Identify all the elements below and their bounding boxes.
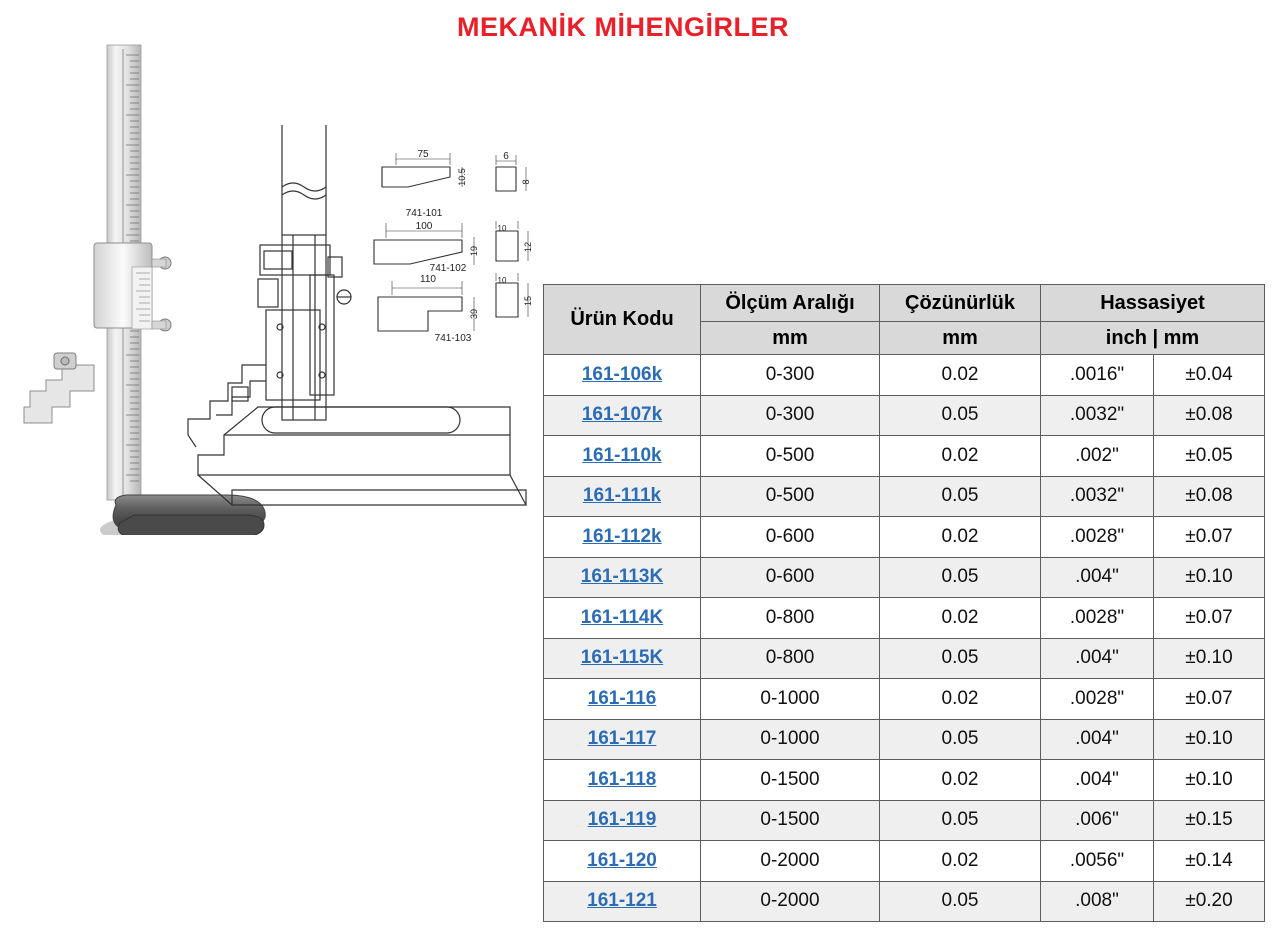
header-accuracy-unit: inch | mm [1041, 322, 1265, 355]
gauge-photo [24, 45, 265, 535]
table-row [544, 476, 1265, 517]
table-row [544, 436, 1265, 477]
accuracy-inch-value: .0028" [1041, 679, 1154, 720]
accuracy-inch-value: .0028" [1041, 517, 1154, 558]
product-code-link[interactable]: 161-115K [544, 638, 701, 679]
accuracy-inch-value: .002" [1041, 436, 1154, 477]
table-row [544, 679, 1265, 720]
table-row [544, 517, 1265, 558]
product-code-link[interactable]: 161-116 [544, 679, 701, 720]
accuracy-mm-value: ±0.08 [1154, 476, 1265, 517]
resolution-value: 0.02 [880, 517, 1041, 558]
measuring-range-value: 0-600 [701, 557, 880, 598]
table-row [544, 841, 1265, 882]
svg-text:8: 8 [521, 179, 531, 185]
table-row [544, 557, 1265, 598]
measuring-range-value: 0-500 [701, 436, 880, 477]
accuracy-mm-value: ±0.07 [1154, 598, 1265, 639]
product-code-link[interactable]: 161-113K [544, 557, 701, 598]
resolution-value: 0.05 [880, 881, 1041, 922]
table-row [544, 719, 1265, 760]
accuracy-inch-value: .0032" [1041, 395, 1154, 436]
measuring-range-value: 0-2000 [701, 841, 880, 882]
resolution-value: 0.05 [880, 800, 1041, 841]
product-code-link[interactable]: 161-111k [544, 476, 701, 517]
resolution-value: 0.02 [880, 679, 1041, 720]
product-code-link[interactable]: 161-117 [544, 719, 701, 760]
svg-text:741-103: 741-103 [434, 333, 472, 344]
svg-text:12: 12 [523, 241, 533, 253]
accuracy-inch-value: .0056" [1041, 841, 1154, 882]
product-code-link[interactable]: 161-110k [544, 436, 701, 477]
resolution-value: 0.05 [880, 557, 1041, 598]
table-header [544, 285, 1265, 355]
svg-text:15: 15 [523, 295, 533, 307]
measuring-range-value: 0-1500 [701, 800, 880, 841]
product-code-link[interactable]: 161-121 [544, 881, 701, 922]
table-row [544, 881, 1265, 922]
measuring-range-value: 0-600 [701, 517, 880, 558]
svg-text:100: 100 [415, 221, 433, 232]
measuring-range-value: 0-500 [701, 476, 880, 517]
accuracy-inch-value: .008" [1041, 881, 1154, 922]
accuracy-inch-value: .006" [1041, 800, 1154, 841]
accuracy-mm-value: ±0.04 [1154, 355, 1265, 396]
accuracy-mm-value: ±0.08 [1154, 395, 1265, 436]
product-illustration [10, 35, 540, 535]
table-row [544, 638, 1265, 679]
product-code-link[interactable]: 161-112k [544, 517, 701, 558]
accuracy-inch-value: .004" [1041, 760, 1154, 801]
product-code-link[interactable]: 161-119 [544, 800, 701, 841]
resolution-value: 0.02 [880, 841, 1041, 882]
accuracy-mm-value: ±0.10 [1154, 638, 1265, 679]
table-row [544, 800, 1265, 841]
svg-text:10.5: 10.5 [457, 168, 467, 186]
measuring-range-value: 0-300 [701, 355, 880, 396]
accuracy-mm-value: ±0.15 [1154, 800, 1265, 841]
header-product-code: Ürün Kodu [544, 285, 701, 355]
page-title-text: MEKANİK MİHENGİRLER [457, 12, 789, 42]
svg-text:10: 10 [497, 224, 507, 233]
svg-text:741-102: 741-102 [429, 263, 467, 274]
svg-text:10: 10 [497, 276, 507, 285]
resolution-value: 0.02 [880, 760, 1041, 801]
svg-text:39: 39 [469, 308, 479, 320]
product-code-link[interactable]: 161-118 [544, 760, 701, 801]
specifications-table [543, 284, 1265, 922]
resolution-value: 0.02 [880, 355, 1041, 396]
height-gauge-drawing [10, 35, 540, 535]
measuring-range-value: 0-1500 [701, 760, 880, 801]
accuracy-mm-value: ±0.10 [1154, 719, 1265, 760]
accuracy-mm-value: ±0.07 [1154, 517, 1265, 558]
accuracy-inch-value: .004" [1041, 719, 1154, 760]
header-resolution: Çözünürlük [880, 285, 1041, 322]
accuracy-inch-value: .0032" [1041, 476, 1154, 517]
attachment-drawings [374, 153, 528, 331]
accuracy-mm-value: ±0.05 [1154, 436, 1265, 477]
svg-text:110: 110 [420, 274, 436, 285]
measuring-range-value: 0-2000 [701, 881, 880, 922]
table-row [544, 598, 1265, 639]
measuring-range-value: 0-800 [701, 598, 880, 639]
resolution-value: 0.02 [880, 436, 1041, 477]
svg-text:6: 6 [503, 151, 509, 162]
table-row [544, 355, 1265, 396]
svg-text:75: 75 [417, 149, 429, 160]
accuracy-inch-value: .0016" [1041, 355, 1154, 396]
header-accuracy: Hassasiyet [1041, 285, 1265, 322]
accuracy-mm-value: ±0.07 [1154, 679, 1265, 720]
header-range-unit: mm [701, 322, 880, 355]
svg-text:741-101: 741-101 [405, 208, 443, 219]
accuracy-inch-value: .004" [1041, 557, 1154, 598]
product-code-link[interactable]: 161-107k [544, 395, 701, 436]
measuring-range-value: 0-800 [701, 638, 880, 679]
header-measuring-range: Ölçüm Aralığı [701, 285, 880, 322]
resolution-value: 0.02 [880, 598, 1041, 639]
accuracy-mm-value: ±0.10 [1154, 557, 1265, 598]
product-code-link[interactable]: 161-120 [544, 841, 701, 882]
svg-text:19: 19 [469, 245, 479, 257]
measuring-range-value: 0-300 [701, 395, 880, 436]
product-code-link[interactable]: 161-106k [544, 355, 701, 396]
resolution-value: 0.05 [880, 719, 1041, 760]
resolution-value: 0.05 [880, 476, 1041, 517]
table-row [544, 760, 1265, 801]
measuring-range-value: 0-1000 [701, 719, 880, 760]
resolution-value: 0.05 [880, 395, 1041, 436]
measuring-range-value: 0-1000 [701, 679, 880, 720]
header-resolution-unit: mm [880, 322, 1041, 355]
accuracy-mm-value: ±0.10 [1154, 760, 1265, 801]
accuracy-inch-value: .004" [1041, 638, 1154, 679]
resolution-value: 0.05 [880, 638, 1041, 679]
table-body [544, 355, 1265, 922]
accuracy-mm-value: ±0.14 [1154, 841, 1265, 882]
table-row [544, 395, 1265, 436]
product-code-link[interactable]: 161-114K [544, 598, 701, 639]
accuracy-mm-value: ±0.20 [1154, 881, 1265, 922]
accuracy-inch-value: .0028" [1041, 598, 1154, 639]
